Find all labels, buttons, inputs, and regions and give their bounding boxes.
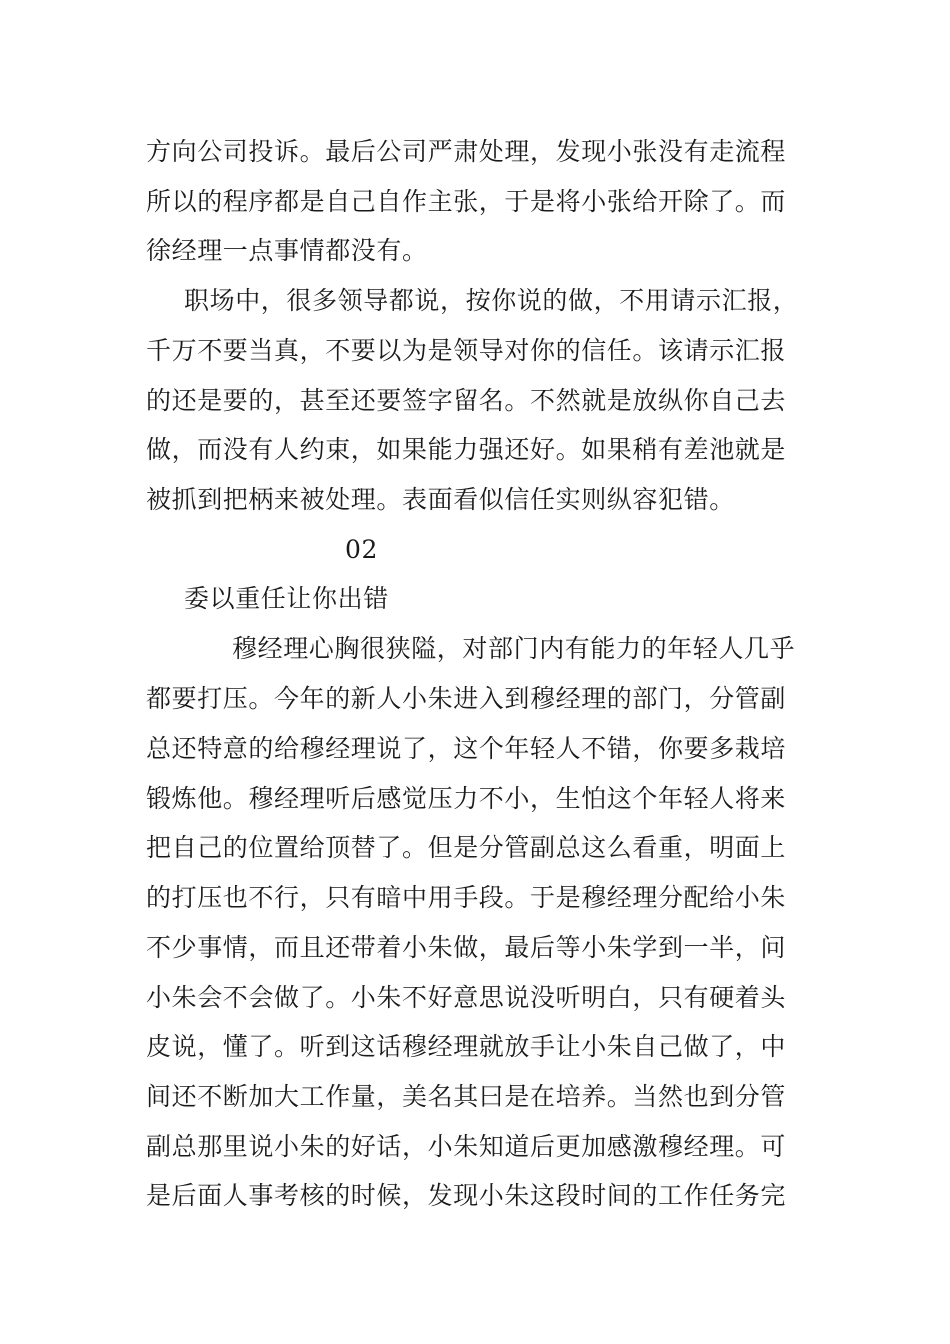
text-line: 穆经理心胸很狭隘，对部门内有能力的年轻人几乎 (232, 634, 796, 663)
text-line: 锻炼他。穆经理听后感觉压力不小，生怕这个年轻人将来 (146, 784, 787, 813)
text-line: 不少事情，而且还带着小朱做，最后等小朱学到一半，问 (146, 933, 787, 962)
text-line: 千万不要当真，不要以为是领导对你的信任。该请示汇报 (146, 336, 787, 365)
text-line: 都要打压。今年的新人小朱进入到穆经理的部门，分管副 (146, 684, 787, 713)
text-line: 小朱会不会做了。小朱不好意思说没听明白，只有硬着头 (146, 983, 787, 1012)
text-line: 的还是要的，甚至还要签字留名。不然就是放纵你自己去 (146, 386, 787, 415)
text-line: 被抓到把柄来被处理。表面看似信任实则纵容犯错。 (146, 485, 735, 514)
section-number: 02 (345, 535, 379, 564)
text-line: 把自己的位置给顶替了。但是分管副总这么看重，明面上 (146, 833, 787, 862)
text-line: 总还特意的给穆经理说了，这个年轻人不错，你要多栽培 (146, 734, 787, 763)
text-line: 方向公司投诉。最后公司严肃处理，发现小张没有走流程 (146, 137, 787, 166)
text-line: 间还不断加大工作量，美名其曰是在培养。当然也到分管 (146, 1082, 787, 1111)
section-heading: 委以重任让你出错 (184, 584, 389, 613)
text-line: 副总那里说小朱的好话，小朱知道后更加感激穆经理。可 (146, 1132, 787, 1161)
text-line: 徐经理一点事情都没有。 (146, 236, 428, 265)
text-line: 做，而没有人约束，如果能力强还好。如果稍有差池就是 (146, 435, 787, 464)
text-line: 职场中，很多领导都说，按你说的做，不用请示汇报， (184, 286, 799, 315)
text-line: 的打压也不行，只有暗中用手段。于是穆经理分配给小朱 (146, 883, 787, 912)
text-line: 皮说，懂了。听到这话穆经理就放手让小朱自己做了，中 (146, 1032, 787, 1061)
text-line: 是后面人事考核的时候，发现小朱这段时间的工作任务完 (146, 1181, 787, 1210)
text-line: 所以的程序都是自己自作主张，于是将小张给开除了。而 (146, 187, 787, 216)
